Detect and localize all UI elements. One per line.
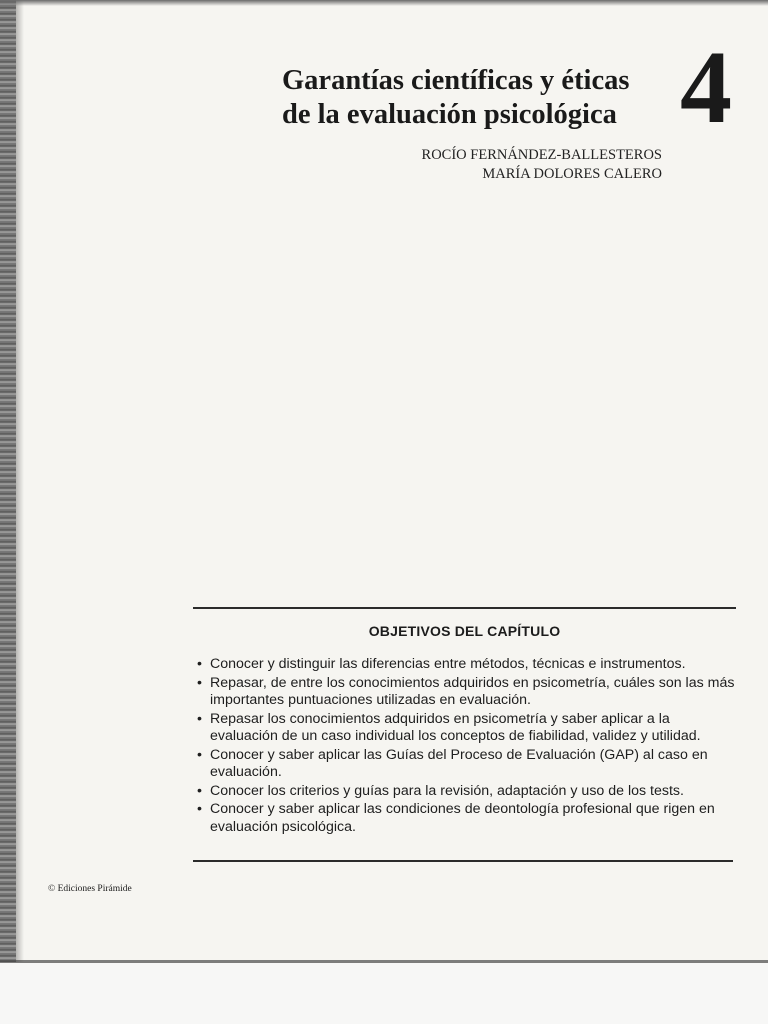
objective-text: Repasar los conocimientos adquiridos en psicometría y saber aplicar a la evaluación de un caso individual los conceptos de fiabilidad, validez y utilidad. [210, 710, 701, 744]
objective-item [197, 711, 737, 746]
objectives-heading: OBJETIVOS DEL CAPÍTULO [368, 623, 561, 639]
author-name: ROCÍO FERNÁNDEZ-BALLESTEROS [421, 147, 662, 163]
background-below-page [0, 963, 768, 1024]
objective-text: Repasar, de entre los conocimientos adquiridos en psicometría, cuáles son las más importantes puntuaciones utilizadas en evaluación. [210, 674, 735, 708]
chapter-title-line-2: de la evaluación psicológica [282, 99, 617, 130]
objective-text: Conocer y saber aplicar las condiciones de deontología profesional que rigen en evaluación psicológica. [210, 801, 715, 835]
objective-text: Conocer y distinguir las diferencias entre métodos, técnicas e instrumentos. [210, 656, 686, 672]
book-binding-edge [0, 0, 16, 962]
objective-item [197, 675, 737, 710]
chapter-number: 4 [680, 30, 732, 145]
top-edge-shadow [0, 0, 768, 6]
objective-item [197, 801, 737, 836]
bullet-icon: • [197, 656, 202, 672]
author-name: MARÍA DOLORES CALERO [482, 166, 662, 182]
objective-text: Conocer y saber aplicar las Guías del Proceso de Evaluación (GAP) al caso en evaluación. [210, 746, 708, 780]
objective-text: Conocer los criterios y guías para la revisión, adaptación y uso de los tests. [210, 782, 684, 799]
objectives-top-rule [193, 607, 736, 609]
bullet-icon: • [197, 782, 202, 799]
objective-item [197, 783, 737, 801]
bullet-icon: • [197, 710, 202, 727]
copyright-notice: © Ediciones Pirámide [48, 884, 132, 894]
objectives-bottom-rule [193, 860, 733, 862]
chapter-title [282, 64, 674, 132]
objective-item [197, 656, 737, 674]
objectives-list [197, 656, 737, 837]
objective-item [197, 747, 737, 782]
authors-block [400, 146, 662, 184]
bullet-icon: • [197, 801, 202, 817]
bullet-icon: • [197, 746, 202, 763]
binding-shadow [16, 0, 24, 962]
chapter-title-line-1: Garantías científicas y éticas [282, 65, 630, 96]
bullet-icon: • [197, 674, 202, 691]
